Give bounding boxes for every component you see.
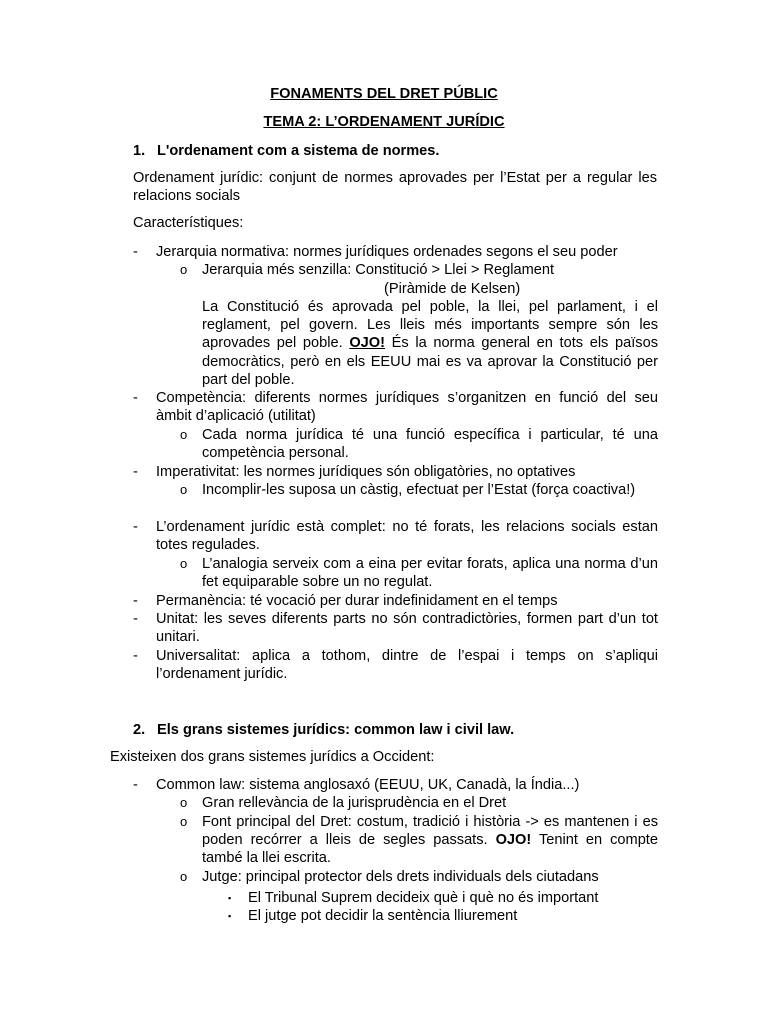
sub-list-item-text: Incomplir-les suposa un càstig, efectuat per l’Estat (força coactiva!) (202, 482, 636, 498)
dash-bullet: - (133, 593, 138, 609)
list-item-text: Imperativitat: les normes jurídiques són obligatòries, no optatives (156, 464, 576, 480)
document-title: FONAMENTS DEL DRET PÚBLIC (270, 86, 498, 102)
circle-bullet: o (180, 262, 188, 277)
circle-bullet: o (180, 814, 188, 829)
dash-bullet: - (133, 244, 138, 260)
list-item-text: Common law: sistema anglosaxó (EEUU, UK, Canadà, la Índia...) (156, 777, 580, 793)
dash-bullet: - (133, 777, 138, 793)
square-bullet: ▪ (228, 911, 232, 921)
sub-list-item-text: L’analogia serveix com a eina per evitar forats, aplica una norma d’un fet equiparable sobre un no regulat. (202, 556, 658, 591)
characteristics-label: Característiques: (133, 215, 244, 231)
sub-list-item-text: Jutge: principal protector dels drets individuals dels ciutadans (202, 869, 599, 885)
jerarquia-note (202, 298, 658, 389)
dash-bullet: - (133, 519, 138, 535)
sub-sub-list-item-text: El Tribunal Suprem decideix què i què no és important (248, 890, 599, 906)
document-subtitle: TEMA 2: L’ORDENAMENT JURÍDIC (263, 114, 505, 130)
ojo-highlight: OJO! (349, 335, 386, 352)
sub-list-item-text (202, 813, 658, 868)
sub-list-item-text: Cada norma jurídica té una funció específica i particular, té una competència personal. (202, 427, 658, 462)
circle-bullet: o (180, 869, 188, 884)
section-number: 1. (133, 143, 146, 159)
circle-bullet: o (180, 795, 188, 810)
dash-bullet: - (133, 464, 138, 480)
ojo-highlight: OJO! (495, 832, 532, 849)
sub-list-item-text-part: Font principal del Dret: costum, tradició i història -> es mantenen i es poden recórrer a lleis de segles passats. (202, 814, 658, 849)
list-item-text: Unitat: les seves diferents parts no són contradictòries, formen part d’un tot unitari. (156, 611, 658, 646)
section-number: 2. (133, 722, 146, 738)
list-item-text: Permanència: té vocació per durar indefinidament en el temps (156, 593, 558, 609)
circle-bullet: o (180, 427, 188, 442)
sub-list-item-text-part: Tenint en compte també la llei escrita. (202, 832, 658, 867)
list-item-text: Competència: diferents normes jurídiques s’organitzen en funció del seu àmbit d’aplicació (utilitat) (156, 390, 658, 425)
sub-sub-list-item-text: El jutge pot decidir la sentència lliurement (248, 908, 518, 924)
dash-bullet: - (133, 648, 138, 664)
circle-bullet: o (180, 556, 188, 571)
dash-bullet: - (133, 390, 138, 406)
list-item-text: Universalitat: aplica a tothom, dintre de l’espai i temps on s’apliqui l’ordenament jurídic. (156, 648, 658, 683)
kelsen-caption: (Piràmide de Kelsen) (384, 281, 521, 297)
section-title: L'ordenament com a sistema de normes. (157, 143, 440, 159)
note-text: La Constitució és aprovada pel poble, la llei, pel parlament, i el reglament, pel govern. Les lleis més importants sempre són les aprovades pel poble. (202, 299, 658, 352)
section-2-intro: Existeixen dos grans sistemes jurídics a Occident: (110, 749, 435, 765)
list-item-text: Jerarquia normativa: normes jurídiques ordenades segons el seu poder (156, 244, 618, 260)
section-title: Els grans sistemes jurídics: common law i civil law. (157, 722, 515, 738)
square-bullet: ▪ (228, 893, 232, 903)
sub-list-item-text: Jerarquia més senzilla: Constitució > Llei > Reglament (202, 262, 555, 278)
sub-list-item-text: Gran rellevància de la jurisprudència en el Dret (202, 795, 507, 811)
definition-paragraph: Ordenament jurídic: conjunt de normes aprovades per l’Estat per a regular les relacions socials (133, 170, 657, 205)
note-text-continued: És la norma general en tots els països democràtics, però en els EEUU mai es va aprovar la Constitució per part del poble. (202, 335, 658, 388)
list-item-text: L’ordenament jurídic està complet: no té forats, les relacions socials estan totes regulades. (156, 519, 658, 554)
circle-bullet: o (180, 482, 188, 497)
dash-bullet: - (133, 611, 138, 627)
